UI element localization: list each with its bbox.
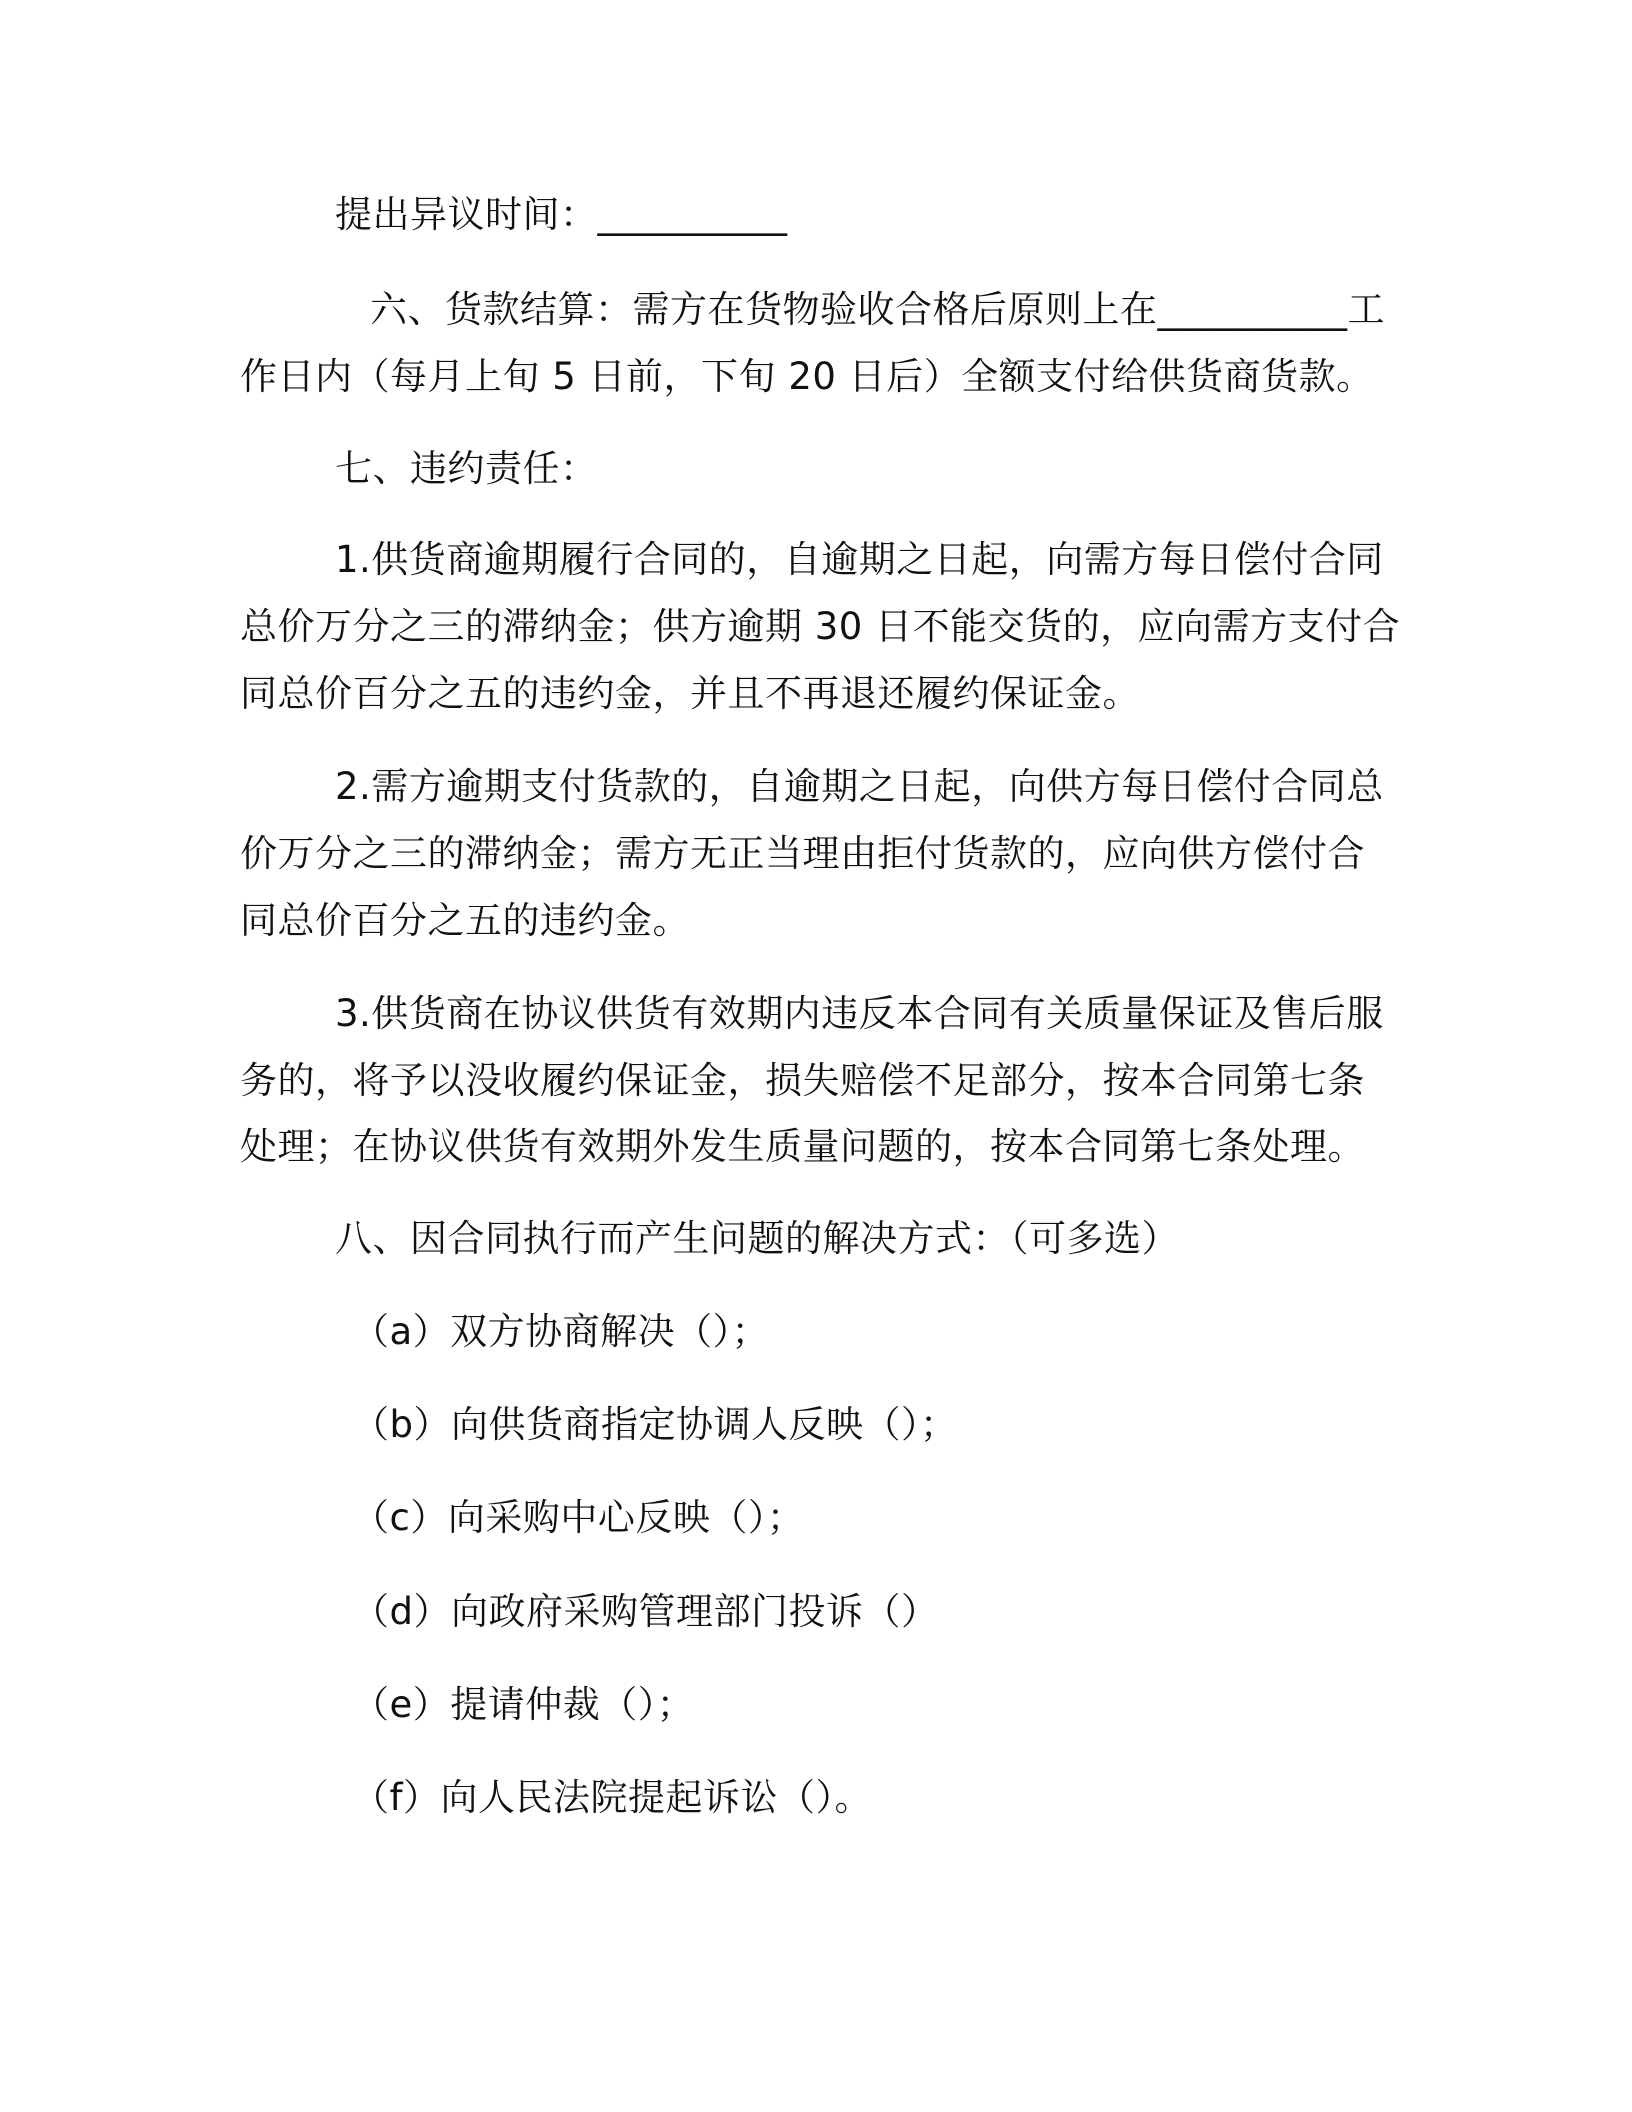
section-8-heading: 八、因合同执行而产生问题的解决方式：（可多选） (335, 1217, 1179, 1260)
section-7-item-2-line-2: 价万分之三的滞纳金；需方无正当理由拒付货款的，应向供方偿付合 (240, 832, 1365, 875)
section-7-heading: 七、违约责任： (335, 447, 598, 490)
section-7-item-3-line-3: 处理；在协议供货有效期外发生质量问题的，按本合同第七条处理。 (240, 1125, 1365, 1168)
resolution-option-a: （a）双方协商解决（）； (352, 1310, 770, 1353)
resolution-option-c: （c）向采购中心反映（）； (352, 1496, 805, 1539)
section-6-line-2: 作日内（每月上旬 5 日前，下旬 20 日后）全额支付给供货商货款。 (240, 355, 1374, 398)
section-7-item-3-line-1: 3.供货商在协议供货有效期内违反本合同有关质量保证及售后服 (335, 992, 1384, 1035)
section-7-item-1-line-3: 同总价百分之五的违约金，并且不再退还履约保证金。 (240, 672, 1140, 715)
section-7-item-2-line-3: 同总价百分之五的违约金。 (240, 899, 690, 942)
section-7-item-3-line-2: 务的，将予以没收履约保证金，损失赔偿不足部分，按本合同第七条 (240, 1059, 1365, 1102)
resolution-option-e: （e）提请仲裁（）； (352, 1683, 695, 1726)
resolution-option-b: （b）向供货商指定协调人反映（）； (352, 1403, 958, 1446)
objection-time-line: 提出异议时间：__________ (335, 193, 788, 236)
section-7-item-1-line-1: 1.供货商逾期履行合同的，自逾期之日起，向需方每日偿付合同 (335, 538, 1384, 581)
section-7-item-2-line-1: 2.需方逾期支付货款的，自逾期之日起，向供方每日偿付合同总 (335, 765, 1384, 808)
resolution-option-d: （d）向政府采购管理部门投诉（） (352, 1590, 939, 1633)
resolution-option-f: （f）向人民法院提起诉讼（）。 (352, 1776, 873, 1819)
section-6-line-1: 六、货款结算：需方在货物验收合格后原则上在__________工 (370, 288, 1385, 331)
section-7-item-1-line-2: 总价万分之三的滞纳金；供方逾期 30 日不能交货的，应向需方支付合 (240, 605, 1401, 648)
